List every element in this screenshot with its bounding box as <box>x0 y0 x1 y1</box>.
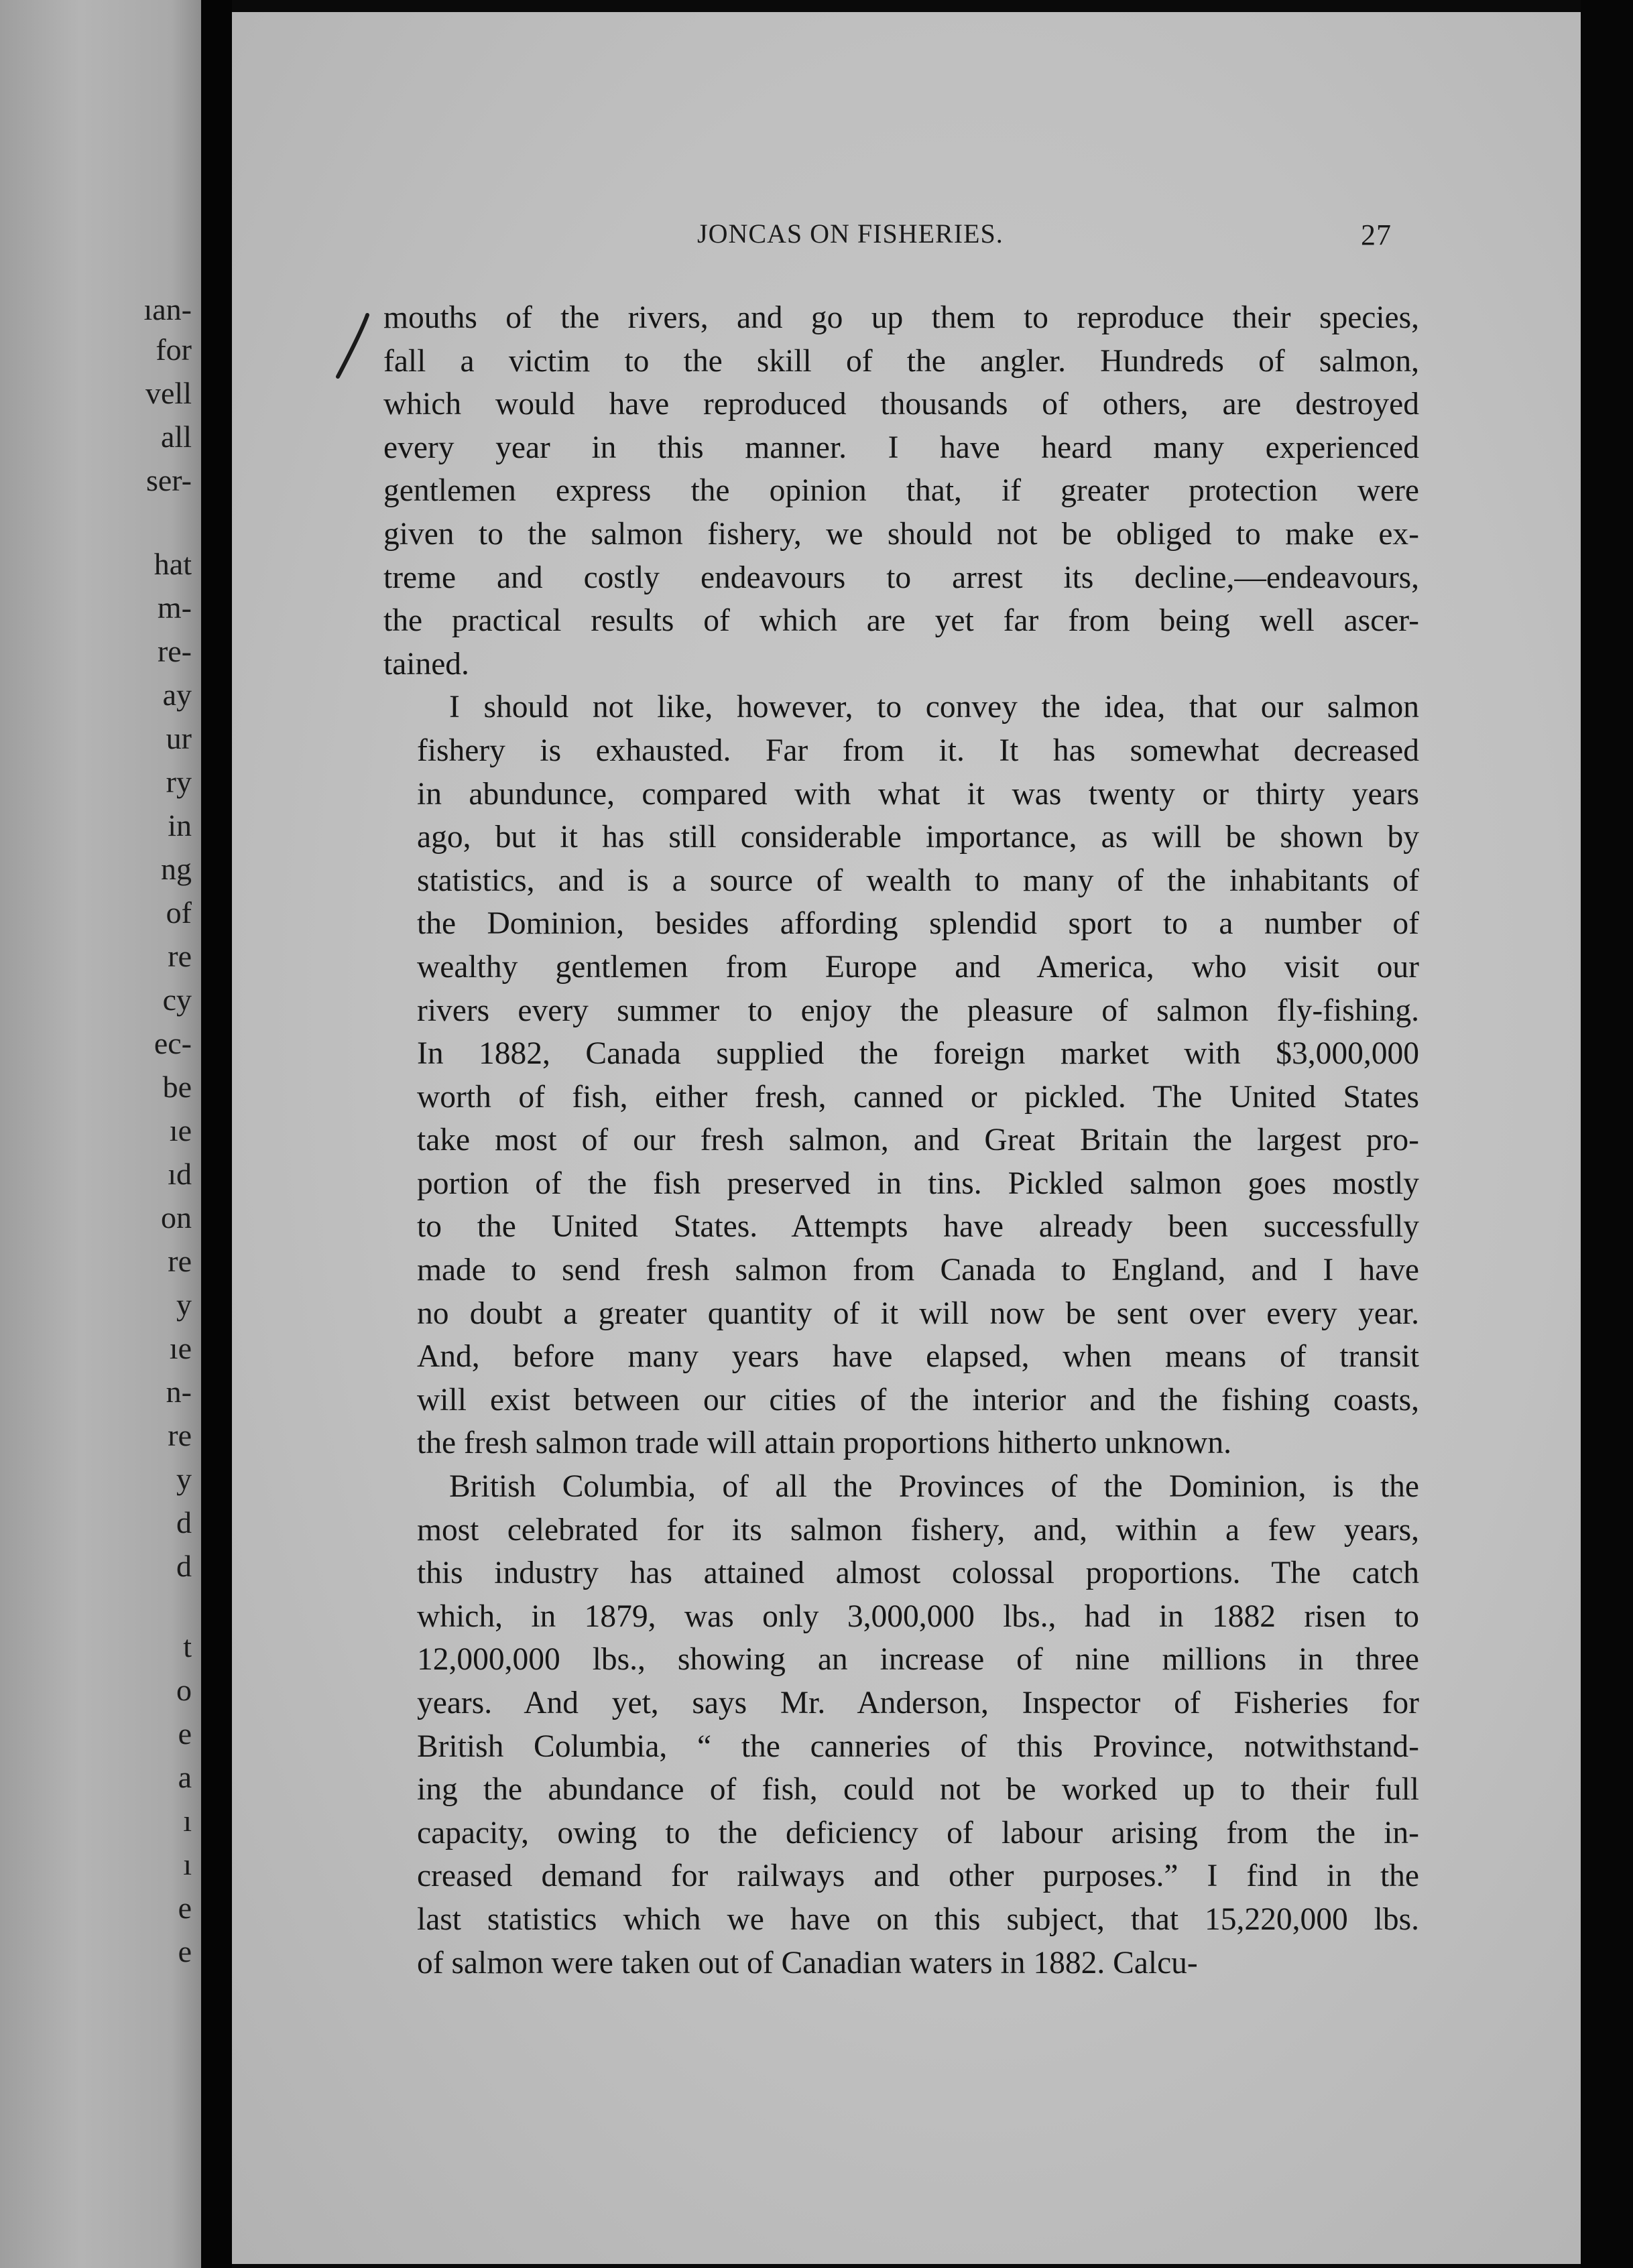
facing-page-text-fragment: t <box>183 1629 192 1663</box>
text-line: wealthy gentlemen from Europe and America, who visit our <box>417 949 1419 985</box>
pencil-mark-icon <box>328 310 375 383</box>
facing-page-text-fragment: o <box>176 1673 192 1707</box>
text-line: this industry has attained almost colossal proportions. The catch <box>417 1556 1419 1591</box>
text-line: ing the abundance of fish, could not be worked up to their full <box>417 1772 1419 1808</box>
facing-page-text-fragment: a <box>178 1760 192 1794</box>
text-line: portion of the fish preserved in tins. Pickled salmon goes mostly <box>417 1166 1419 1201</box>
page-edge-shadow <box>1581 0 1633 2268</box>
facing-page-text-fragment: of <box>166 895 192 930</box>
text-line: to the United States. Attempts have already been successfully <box>417 1209 1419 1245</box>
text-line: creased demand for railways and other purposes.” I find in the <box>417 1858 1419 1894</box>
facing-page-text-fragment: y <box>176 1462 192 1496</box>
text-line: which would have reproduced thousands of others, are destroyed <box>383 387 1419 422</box>
text-line: mouths of the rivers, and go up them to reproduce their species, <box>383 300 1419 335</box>
facing-page-text-fragment: ı <box>183 1847 192 1881</box>
facing-page-text-fragment: ıe <box>169 1113 192 1147</box>
facing-page-text-fragment: be <box>162 1070 192 1104</box>
facing-page-text-fragment: re- <box>157 634 192 668</box>
facing-page-text-fragment: ser- <box>145 463 192 497</box>
facing-page-text-fragment: re <box>168 1418 192 1452</box>
text-line: most celebrated for its salmon fishery, and, within a few years, <box>417 1512 1419 1548</box>
text-line: fall a victim to the skill of the angler. Hundreds of salmon, <box>383 343 1419 379</box>
facing-page-text-fragment: e <box>178 1891 192 1925</box>
text-line: last statistics which we have on this subject, that 15,220,000 lbs. <box>417 1901 1419 1937</box>
book-gutter <box>201 0 232 2268</box>
facing-page-text-fragment: ıd <box>168 1157 192 1191</box>
facing-page-fragment <box>0 0 201 2268</box>
facing-page-text-fragment: m- <box>157 590 192 625</box>
text-line: worth of fish, either fresh, canned or pickled. The United States <box>417 1079 1419 1115</box>
text-line: take most of our fresh salmon, and Great Britain the largest pro- <box>417 1123 1419 1158</box>
facing-page-text-fragment: ur <box>166 721 192 755</box>
facing-page-text-fragment: re <box>168 1244 192 1278</box>
page-body <box>383 296 1419 1984</box>
text-line: every year in this manner. I have heard many experienced <box>383 430 1419 465</box>
text-line: given to the salmon fishery, we should not be obliged to make ex- <box>383 516 1419 552</box>
text-line: In 1882, Canada supplied the foreign market with $3,000,000 <box>417 1036 1419 1072</box>
text-line: fishery is exhausted. Far from it. It has somewhat decreased <box>417 733 1419 768</box>
facing-page-text-fragment: d <box>176 1549 192 1583</box>
facing-page-text-fragment: n- <box>166 1375 192 1409</box>
text-line: capacity, owing to the deficiency of labour arising from the in- <box>417 1815 1419 1850</box>
text-line: of salmon were taken out of Canadian waters in 1882. Calcu- <box>417 1945 1198 1980</box>
text-line: the fresh salmon trade will attain proportions hitherto unknown. <box>417 1426 1231 1461</box>
body-paragraph <box>383 686 1419 1465</box>
facing-page-text-fragment: e <box>178 1716 192 1751</box>
facing-page-text-fragment: on <box>161 1200 192 1235</box>
body-paragraph <box>383 1465 1419 1984</box>
facing-page-text-fragment: y <box>176 1287 192 1322</box>
facing-page-text-fragment: d <box>176 1505 192 1539</box>
text-line: no doubt a greater quantity of it will now be sent over every year. <box>417 1296 1419 1331</box>
facing-page-text-fragment: for <box>156 332 192 367</box>
facing-page-text-fragment: in <box>168 808 192 842</box>
facing-page-text-fragment: ı <box>183 1804 192 1838</box>
facing-page-text-fragment: vell <box>145 376 192 410</box>
text-line: I should not like, however, to convey the idea, that our salmon <box>449 690 1419 725</box>
text-line: statistics, and is a source of wealth to many of the inhabitants of <box>417 863 1419 898</box>
text-line: British Columbia, “ the canneries of this Province, notwithstand- <box>417 1728 1419 1764</box>
body-paragraph <box>383 296 1419 686</box>
facing-page-text-fragment: re <box>168 939 192 973</box>
text-line: rivers every summer to enjoy the pleasure of salmon fly-fishing. <box>417 993 1419 1028</box>
text-line: which, in 1879, was only 3,000,000 lbs., had in 1882 risen to <box>417 1598 1419 1634</box>
text-line: made to send fresh salmon from Canada to England, and I have <box>417 1253 1419 1288</box>
text-line: treme and costly endeavours to arrest its decline,—endeavours, <box>383 560 1419 595</box>
text-line: the practical results of which are yet far from being well ascer- <box>383 603 1419 639</box>
facing-page-text-fragment: ng <box>161 852 192 886</box>
facing-page-text-fragment: all <box>161 420 192 454</box>
facing-page-text-fragment: ry <box>166 765 192 799</box>
facing-page-text-fragment: ıe <box>169 1331 192 1365</box>
text-line: will exist between our cities of the interior and the fishing coasts, <box>417 1382 1419 1418</box>
text-line: British Columbia, of all the Provinces of the Dominion, is the <box>449 1469 1419 1505</box>
text-line: in abundunce, compared with what it was twenty or thirty years <box>417 776 1419 812</box>
running-title: JONCAS ON FISHERIES. <box>697 218 1004 249</box>
facing-page-text-fragment: hat <box>154 547 192 581</box>
facing-page-text-fragment: e <box>178 1934 192 1968</box>
text-line: 12,000,000 lbs., showing an increase of nine millions in three <box>417 1642 1419 1678</box>
text-line: years. And yet, says Mr. Anderson, Inspector of Fisheries for <box>417 1686 1419 1720</box>
page-number: 27 <box>1361 218 1392 251</box>
facing-page-text-fragment: ec- <box>154 1026 192 1060</box>
text-line: the Dominion, besides affording splendid sport to a number of <box>417 906 1419 942</box>
facing-page-text-fragment: ıan- <box>143 292 192 326</box>
facing-page-text-fragment: cy <box>162 983 192 1017</box>
text-line: gentlemen express the opinion that, if greater protection were <box>383 473 1419 509</box>
text-line: And, before many years have elapsed, when means of transit <box>417 1339 1419 1375</box>
text-line: tained. <box>383 646 469 682</box>
text-line: ago, but it has still considerable importance, as will be shown by <box>417 820 1419 855</box>
running-header <box>463 218 1414 258</box>
facing-page-text-fragment: ay <box>162 678 192 712</box>
